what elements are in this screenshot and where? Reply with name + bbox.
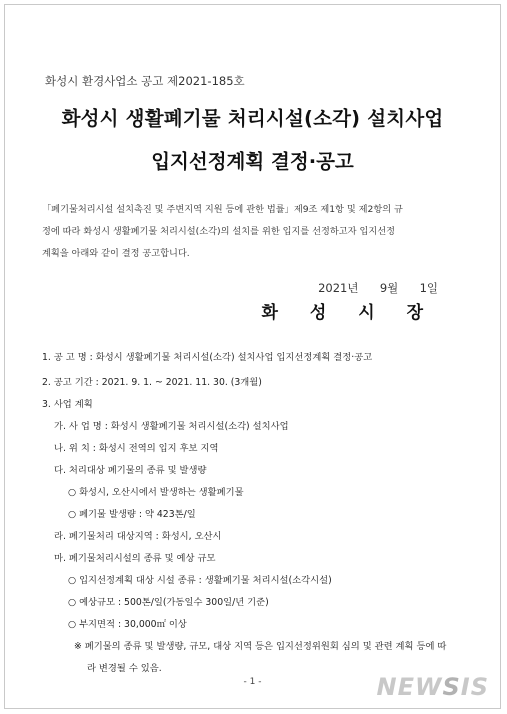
page-number: - 1 -	[243, 677, 262, 687]
announcement-date	[318, 280, 438, 296]
issuer-name: 화 성 시 장	[261, 303, 436, 323]
notice-number: 화성시 환경사업소 공고 제2021-185호	[45, 74, 245, 88]
note-line: ※ 폐기물의 종류 및 발생량, 규모, 대상 지역 등은 입지선정위원회 심의 및 관련 계획 등에 따	[74, 641, 447, 652]
item-business-plan: 3. 사업 계획	[42, 399, 93, 410]
intro-line: 정에 따라 화성시 생활폐기물 처리시설(소각)의 설치를 위한 입지를 선정하고자 입지선정	[42, 226, 395, 237]
bullet-site-area: ○ 부지면적 : 30,000㎡ 이상	[68, 619, 187, 630]
bullet-expected-scale: ○ 예상규모 : 500톤/일(가동일수 300일/년 기준)	[68, 597, 269, 608]
bullet-facility-type: ○ 입지선정계획 대상 시설 종류 : 생활폐기물 처리시설(소각시설)	[68, 575, 332, 586]
bullet-waste-source: ○ 화성시, 오산시에서 발생하는 생활폐기물	[68, 487, 244, 498]
item-waste-type: 다. 처리대상 폐기물의 종류 및 발생량	[54, 465, 207, 476]
intro-paragraph	[42, 199, 482, 265]
document-page	[4, 4, 501, 709]
document-title-line2: 입지선정계획 결정·공고	[151, 150, 354, 173]
date-month: 9월	[379, 281, 399, 295]
document-title-line1: 화성시 생활폐기물 처리시설(소각) 설치사업	[61, 107, 444, 130]
item-project-name: 가. 사 업 명 : 화성시 생활폐기물 처리시설(소각) 설치사업	[54, 421, 289, 432]
date-day: 1일	[419, 281, 438, 295]
intro-line: 「폐기물처리시설 설치촉진 및 주변지역 지원 등에 관한 법률」제9조 제1항 및 제2항의 규	[42, 204, 403, 215]
newsis-watermark	[377, 673, 489, 701]
item-location: 나. 위 치 : 화성시 전역의 입지 후보 지역	[54, 443, 219, 454]
item-target-area: 라. 폐기물처리 대상지역 : 화성시, 오산시	[54, 531, 222, 542]
bullet-waste-amount: ○ 폐기물 발생량 : 약 423톤/일	[68, 509, 196, 520]
date-year: 2021년	[318, 281, 359, 295]
watermark-part: S	[442, 673, 461, 701]
item-notice-period: 2. 공고 기간 : 2021. 9. 1. ~ 2021. 11. 30. (3개월)	[42, 377, 262, 388]
note-line: 라 변경될 수 있음.	[87, 663, 162, 674]
watermark-part: IS	[460, 673, 489, 701]
item-notice-name: 1. 공 고 명 : 화성시 생활폐기물 처리시설(소각) 설치사업 입지선정계획 결정·공고	[42, 352, 373, 363]
intro-line: 계획을 아래와 같이 결정 공고합니다.	[42, 248, 190, 259]
watermark-part: NEW	[376, 673, 443, 701]
item-facility-scale: 마. 폐기물처리시설의 종류 및 예상 규모	[54, 553, 216, 564]
